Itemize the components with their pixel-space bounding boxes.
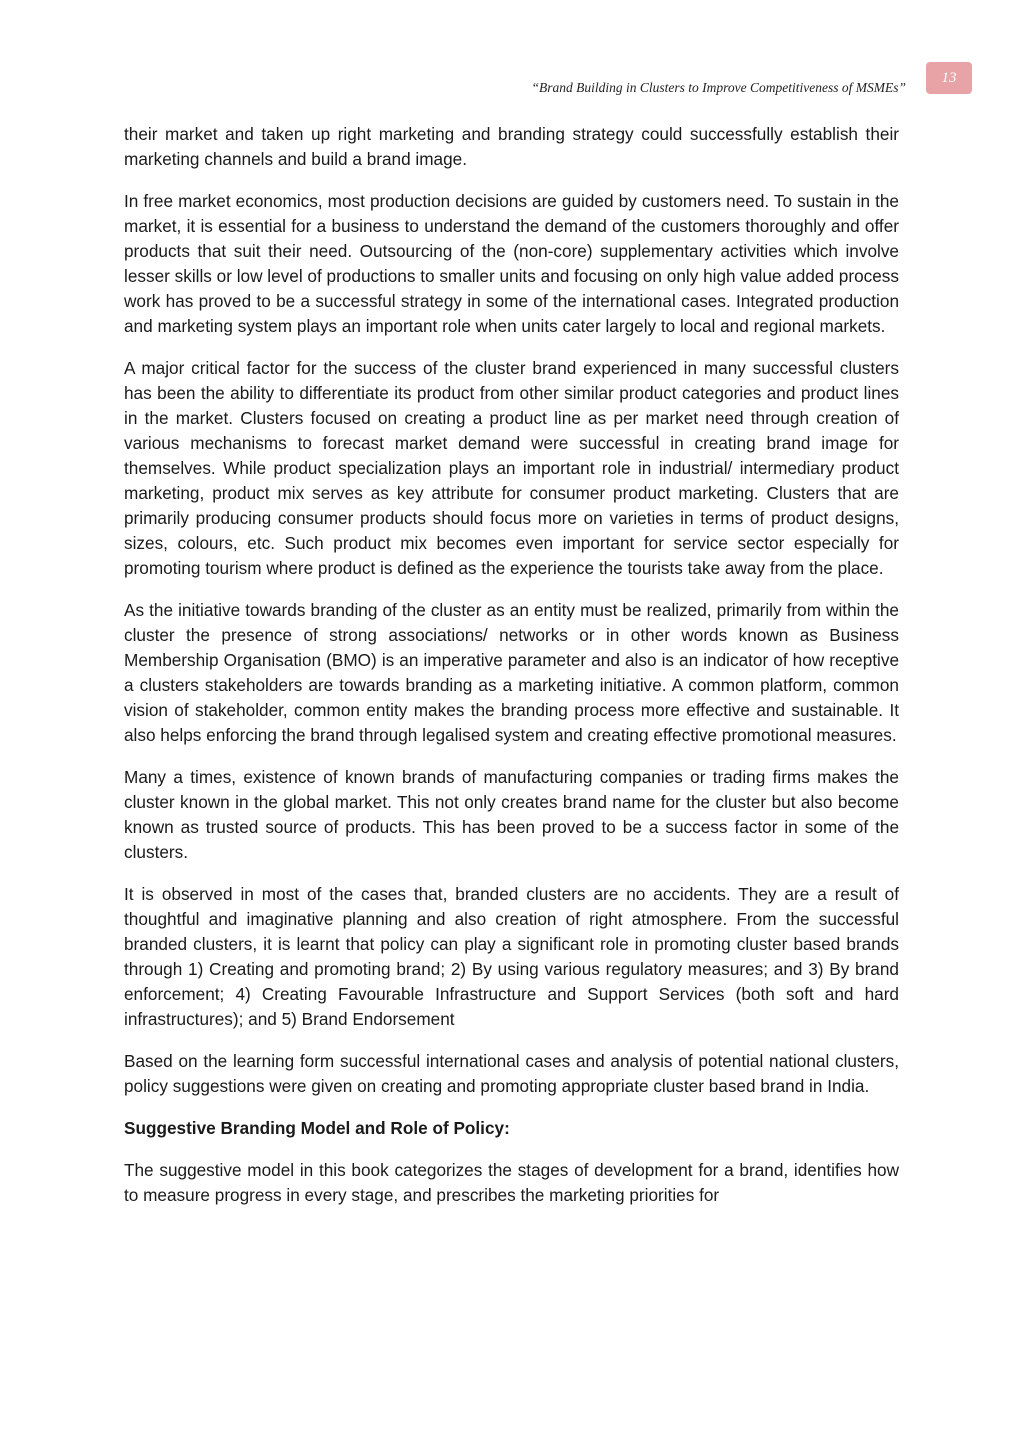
paragraph-1: their market and taken up right marketing and branding strategy could successfully establish their marketing channels and build a brand image. bbox=[124, 124, 899, 169]
section-heading: Suggestive Branding Model and Role of Policy: bbox=[124, 1118, 510, 1138]
page-number-badge: 13 bbox=[926, 62, 972, 94]
paragraph-4: As the initiative towards branding of the cluster as an entity must be realized, primarily from within the cluster the presence of strong associations/ networks or in other words known as Business Membership Organisation (BMO) is an imperative parameter and also is an indicator of how receptive a clusters stakeholders are towards branding as a marketing initiative. A common platform, common vision of stakeholder, common entity makes the branding process more effective and sustainable. It also helps enforcing the brand through legalised system and creating effective promotional measures. bbox=[124, 600, 899, 745]
paragraph-7: Based on the learning form successful international cases and analysis of potential national clusters, policy suggestions were given on creating and promoting appropriate cluster based brand in India. bbox=[124, 1051, 899, 1096]
paragraph-5: Many a times, existence of known brands of manufacturing companies or trading firms makes the cluster known in the global market. This not only creates brand name for the cluster but also become known as trusted source of products. This has been proved to be a success factor in some of the clusters. bbox=[124, 767, 899, 862]
page-body bbox=[124, 122, 899, 1225]
paragraph-3: A major critical factor for the success of the cluster brand experienced in many successful clusters has been the ability to differentiate its product from other similar product categories and product lines in the market. Clusters focused on creating a product line as per market need through creation of various mechanisms to forecast market demand were successful in creating brand image for themselves. While product specialization plays an important role in industrial/ intermediary product marketing, product mix serves as key attribute for consumer product marketing. Clusters that are primarily producing consumer products should focus more on varieties in terms of product designs, sizes, colours, etc. Such product mix becomes even important for service sector especially for promoting tourism where product is defined as the experience the tourists take away from the place. bbox=[124, 358, 899, 578]
paragraph-8: The suggestive model in this book categorizes the stages of development for a brand, identifies how to measure progress in every stage, and prescribes the marketing priorities for bbox=[124, 1160, 899, 1205]
paragraph-6: It is observed in most of the cases that, branded clusters are no accidents. They are a result of thoughtful and imaginative planning and also creation of right atmosphere. From the successful branded clusters, it is learnt that policy can play a significant role in promoting cluster based brands through 1) Creating and promoting brand; 2) By using various regulatory measures; and 3) By brand enforcement; 4) Creating Favourable Infrastructure and Support Services (both soft and hard infrastructures); and 5) Brand Endorsement bbox=[124, 884, 899, 1029]
paragraph-2: In free market economics, most production decisions are guided by customers need. To sustain in the market, it is essential for a business to understand the demand of the customers thoroughly and offer products that suit their need. Outsourcing of the (non-core) supplementary activities which involve lesser skills or low level of productions to smaller units and focusing on only high value added process work has proved to be a successful strategy in some of the international cases. Integrated production and marketing system plays an important role when units cater largely to local and regional markets. bbox=[124, 191, 899, 336]
running-header-title: “Brand Building in Clusters to Improve Competitiveness of MSMEs” bbox=[531, 80, 906, 95]
